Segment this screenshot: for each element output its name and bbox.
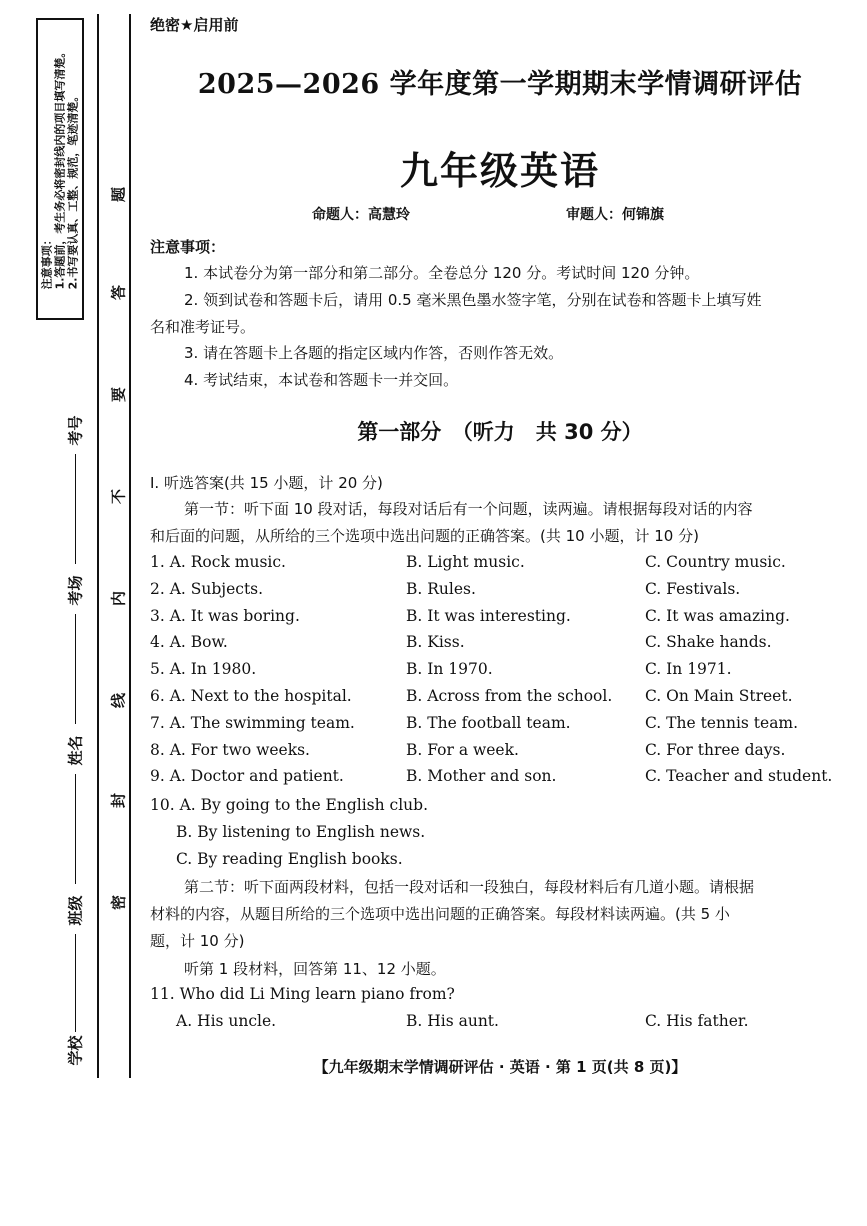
question-option: B. Rules. xyxy=(406,579,476,598)
note-item: 4. 考试结束，本试卷和答题卡一并交回。 xyxy=(184,371,459,389)
seal-char: 答 xyxy=(109,285,128,301)
question-option: B. The football team. xyxy=(406,713,571,732)
field-exam-number-label: 考号 xyxy=(66,415,85,446)
question-option: 4. A. Bow. xyxy=(150,633,228,652)
question-option: 9. A. Doctor and patient. xyxy=(150,767,344,786)
question-option: C. By reading English books. xyxy=(176,850,403,868)
material-instruction: 听第 1 段材料，回答第 11、12 小题。 xyxy=(184,960,446,978)
notice-line: 1.答题前，考生务必将密封线内的项目填写清楚。 xyxy=(53,46,67,290)
field-name-blank[interactable] xyxy=(75,774,76,884)
question-option: 2. A. Subjects. xyxy=(150,579,264,598)
question-option: C. Teacher and student. xyxy=(645,767,833,786)
notice-text xyxy=(41,47,80,290)
section-title: Ⅰ. 听选答案(共 15 小题，计 20 分) xyxy=(150,474,383,492)
seal-char: 要 xyxy=(109,387,128,403)
field-name-label: 姓名 xyxy=(66,735,85,766)
note-item: 1. 本试卷分为第一部分和第二部分。全卷总分 120 分。考试时间 120 分钟。 xyxy=(184,264,700,282)
confidential-mark: 绝密★启用前 xyxy=(150,16,239,34)
question-option: 10. A. By going to the English club. xyxy=(150,796,429,814)
question-option: 5. A. In 1980. xyxy=(150,660,257,679)
field-exam-room-blank[interactable] xyxy=(75,614,76,724)
intro-line: 和后面的问题，从所给的三个选项中选出问题的正确答案。(共 10 小题，计 10 分) xyxy=(150,527,699,545)
question-option: 3. A. It was boring. xyxy=(150,606,300,625)
binding-line-outer xyxy=(129,14,131,1078)
note-item: 2. 领到试卷和答题卡后，请用 0.5 毫米黑色墨水签字笔，分别在试卷和答题卡上填写姓 xyxy=(184,291,762,309)
question-option: 7. A. The swimming team. xyxy=(150,713,355,732)
question-stem: 11. Who did Li Ming learn piano from? xyxy=(150,985,455,1003)
notice-line: 注意事项： xyxy=(40,234,54,290)
question-option: C. It was amazing. xyxy=(645,606,790,625)
question-option: B. Kiss. xyxy=(406,633,465,652)
seal-char: 封 xyxy=(109,793,128,809)
field-class-label: 班级 xyxy=(66,895,85,926)
question-setter: 命题人：高慧玲 xyxy=(312,207,410,223)
exam-title: 2025—2026 学年度第一学期期末学情调研评估 xyxy=(197,69,803,100)
question-option: C. Country music. xyxy=(645,553,786,571)
question-option: C. The tennis team. xyxy=(645,713,799,732)
question-option: B. His aunt. xyxy=(406,1012,499,1030)
question-option: C. Shake hands. xyxy=(645,633,772,652)
section1-intro xyxy=(150,496,862,550)
note-item: 名和准考证号。 xyxy=(150,318,256,336)
field-exam-room-label: 考场 xyxy=(66,575,85,606)
seal-char: 题 xyxy=(109,187,128,203)
intro-line: 第二节：听下面两段材料，包括一段对话和一段独白，每段材料后有几道小题。请根据 xyxy=(184,878,755,896)
question-option: B. For a week. xyxy=(406,740,519,759)
intro-line: 第一节：听下面 10 段对话，每段对话后有一个问题，读两遍。请根据每段对话的内容 xyxy=(184,500,753,518)
question-option: C. In 1971. xyxy=(645,660,732,679)
note-item: 3. 请在答题卡上各题的指定区域内作答，否则作答无效。 xyxy=(184,344,564,362)
intro-line: 材料的内容，从题目所给的三个选项中选出问题的正确答案。每段材料读两遍。(共 5 小 xyxy=(150,905,730,923)
intro-line: 题，计 10 分) xyxy=(150,932,245,950)
question-option: B. In 1970. xyxy=(406,660,493,679)
question-option: C. Festivals. xyxy=(645,579,741,598)
seal-char: 密 xyxy=(109,895,128,911)
notes-heading: 注意事项： xyxy=(150,238,226,256)
question-option: C. His father. xyxy=(645,1012,749,1030)
question-option: A. His uncle. xyxy=(176,1012,277,1030)
question-option: C. On Main Street. xyxy=(645,687,793,705)
binding-line-inner xyxy=(97,14,99,1078)
part-title: 第一部分 （听力 共 30 分） xyxy=(357,420,643,444)
question-option: B. It was interesting. xyxy=(406,606,571,625)
question-option: B. Across from the school. xyxy=(406,687,613,705)
question-option: 6. A. Next to the hospital. xyxy=(150,687,352,705)
field-school-label: 学校 xyxy=(66,1035,85,1066)
page-footer: 【九年级期末学情调研评估 · 英语 · 第 1 页(共 8 页)】 xyxy=(313,1058,687,1076)
question-option: B. By listening to English news. xyxy=(176,823,426,841)
section2-intro xyxy=(150,874,862,955)
question-option: 8. A. For two weeks. xyxy=(150,740,310,759)
notice-line: 2.书写要认真、工整、规范，笔迹清楚。 xyxy=(66,90,80,290)
seal-char: 线 xyxy=(109,693,128,709)
question-option: 1. A. Rock music. xyxy=(150,553,286,571)
field-class-blank[interactable] xyxy=(75,934,76,1032)
subject-title: 九年级英语 xyxy=(399,148,600,193)
question-reviewer: 审题人：何锦旗 xyxy=(566,207,664,223)
seal-char: 内 xyxy=(109,591,128,607)
seal-char: 不 xyxy=(109,489,128,505)
question-option: C. For three days. xyxy=(645,740,786,759)
question-option: B. Light music. xyxy=(406,553,525,571)
field-exam-number-blank[interactable] xyxy=(75,454,76,564)
question-option: B. Mother and son. xyxy=(406,767,557,786)
